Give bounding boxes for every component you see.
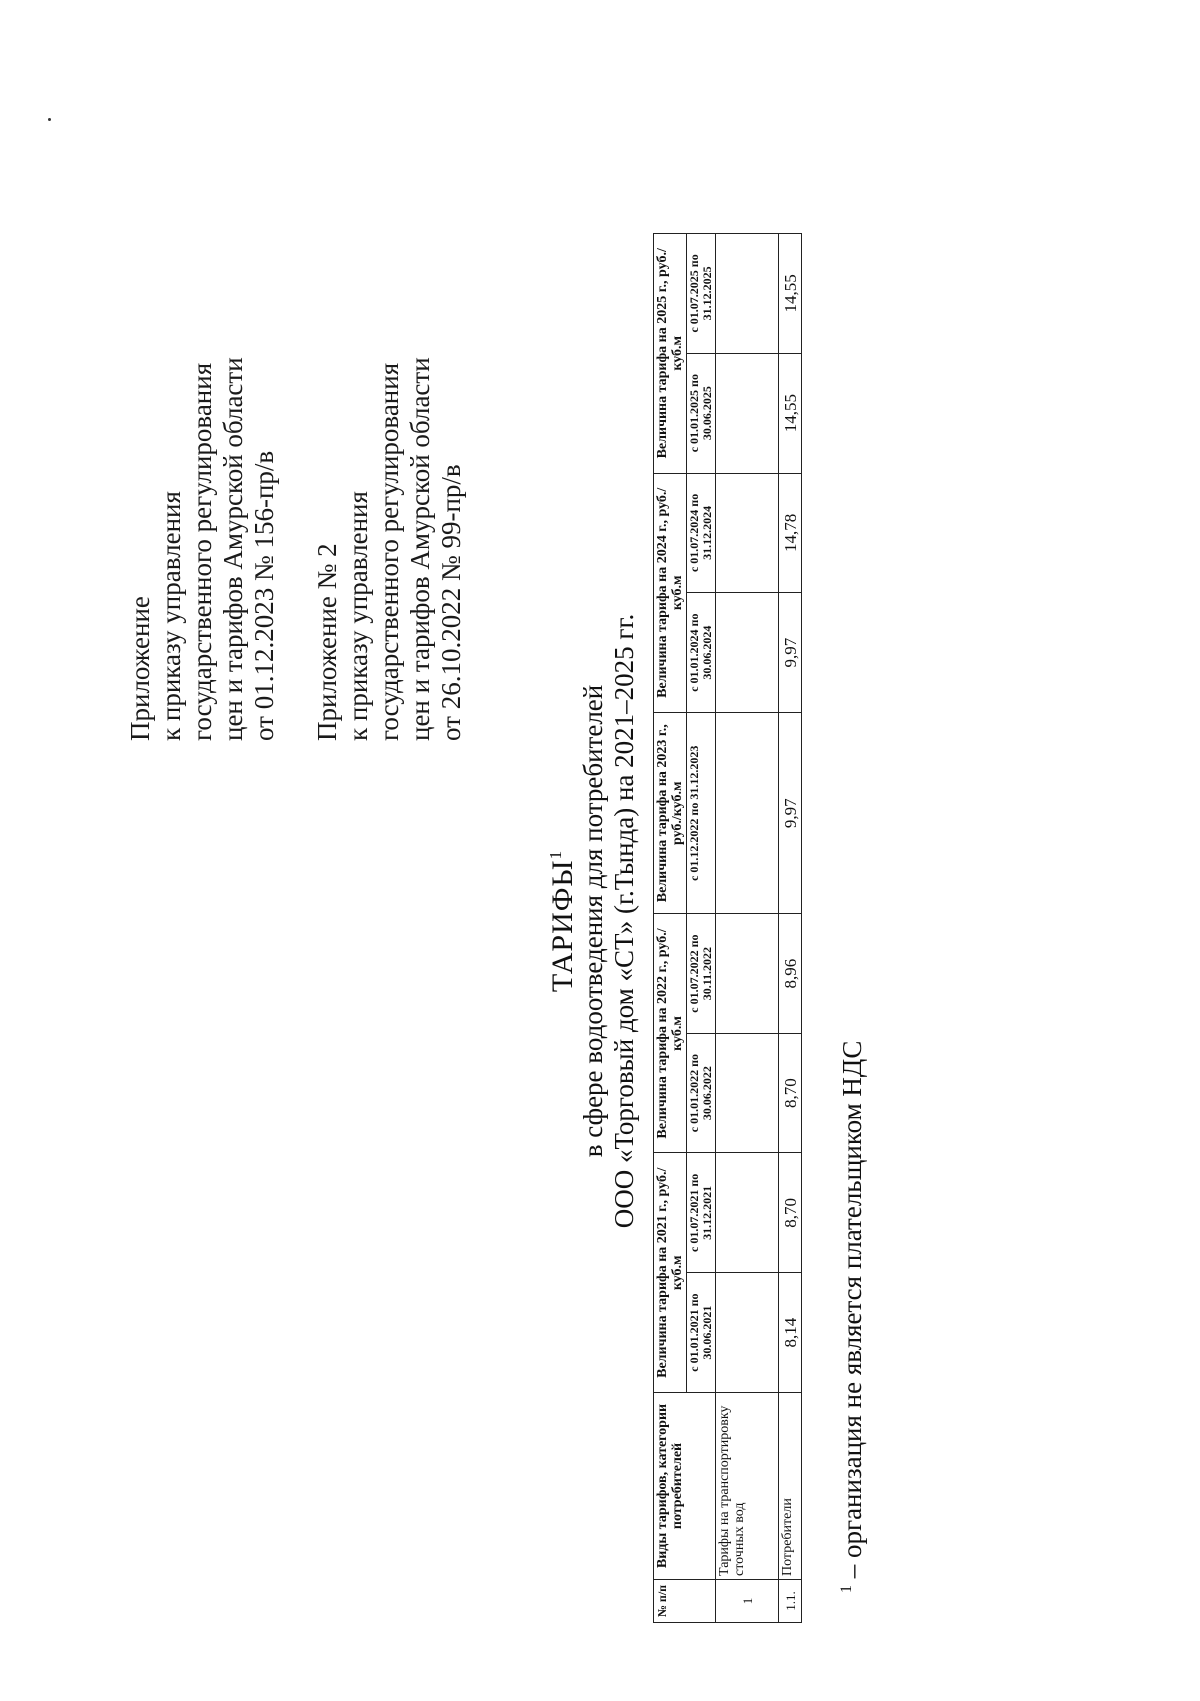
tariff-value: 14,55	[779, 234, 802, 354]
title-heading	[540, 281, 578, 1561]
row-number: 1	[716, 1580, 779, 1623]
tariff-value: 9,97	[779, 593, 802, 713]
title-line-3: ООО «Торговый дом «СТ» (г.Тында) на 2021–2025 гг.	[609, 613, 639, 1229]
footnote-text: – организация не является плательщиком НДС	[837, 1040, 867, 1585]
tariff-value	[716, 473, 779, 593]
tariff-value: 8,70	[779, 1033, 802, 1153]
approval-stamp-current	[125, 357, 280, 741]
period-header: с 01.07.2025 по 31.12.2025	[687, 234, 716, 354]
tariff-value: 9,97	[779, 713, 802, 914]
table-row	[779, 234, 802, 1623]
tariff-value	[716, 1273, 779, 1393]
stamp-line: Приложение № 2	[312, 543, 342, 741]
tariff-value	[716, 914, 779, 1033]
period-header: с 01.01.2024 по 30.06.2024	[687, 593, 716, 713]
col-header-2024: Величина тарифа на 2024 г., руб./куб.м	[654, 473, 687, 713]
period-header: с 01.01.2021 по 30.06.2021	[687, 1273, 716, 1393]
stamp-line: цен и тарифов Амурской области	[218, 357, 248, 741]
footnote-mark: 1	[838, 1585, 855, 1593]
tariff-value	[716, 1033, 779, 1153]
tariff-value: 14,78	[779, 473, 802, 593]
tariff-value	[716, 593, 779, 713]
table-row	[716, 234, 779, 1623]
tariff-value: 8,14	[779, 1273, 802, 1393]
period-header: с 01.07.2021 по 31.12.2021	[687, 1153, 716, 1273]
col-header-2025: Величина тарифа на 2025 г., руб./куб.м	[654, 234, 687, 474]
col-header-type: Виды тарифов, категории потребителей	[654, 1393, 716, 1580]
footnote	[832, 1041, 867, 1593]
period-header: с 01.01.2025 по 30.06.2025	[687, 353, 716, 473]
footnote-mark: 1	[546, 849, 565, 860]
tariff-value	[716, 713, 779, 914]
tariff-value	[716, 234, 779, 354]
title-line-2: в сфере водоотведения для потребителей	[578, 684, 608, 1158]
row-label: Потребители	[779, 1393, 802, 1580]
tariff-value: 8,96	[779, 914, 802, 1033]
stamp-line: государственного регулирования	[187, 362, 217, 741]
stamp-line: к приказу управления	[156, 491, 186, 741]
col-header-2023: Величина тарифа на 2023 г., руб./куб.м	[654, 713, 687, 914]
tariff-value: 14,55	[779, 353, 802, 473]
stamp-line: от 01.12.2023 № 156-пр/в	[249, 450, 279, 741]
tariff-table	[653, 233, 802, 1623]
approval-stamp-previous	[312, 357, 467, 741]
stamp-line: государственного регулирования	[374, 362, 404, 741]
tariff-value	[716, 1153, 779, 1273]
document-title	[540, 281, 640, 1561]
row-number: 1.1.	[779, 1580, 802, 1623]
period-header: с 01.07.2024 по 31.12.2024	[687, 473, 716, 593]
col-header-2021: Величина тарифа на 2021 г., руб./куб.м	[654, 1153, 687, 1393]
row-label: Тарифы на транспортировку сточных вод	[716, 1393, 779, 1580]
stamp-line: цен и тарифов Амурской области	[405, 357, 435, 741]
stamp-line: к приказу управления	[343, 491, 373, 741]
stamp-line: от 26.10.2022 № 99-пр/в	[436, 464, 466, 741]
col-header-number: № п/п	[654, 1580, 716, 1623]
tariff-value: 8,70	[779, 1153, 802, 1273]
stamp-line: Приложение	[125, 596, 155, 741]
period-header: с 01.01.2022 по 30.06.2022	[687, 1033, 716, 1153]
scan-speck	[48, 118, 51, 121]
tariff-value	[716, 353, 779, 473]
title-heading-text: ТАРИФЫ	[546, 859, 579, 993]
period-header: с 01.07.2022 по 30.11.2022	[687, 914, 716, 1033]
period-header: с 01.12.2022 по 31.12.2023	[687, 713, 716, 914]
col-header-2022: Величина тарифа на 2022 г., руб./куб.м	[654, 914, 687, 1153]
